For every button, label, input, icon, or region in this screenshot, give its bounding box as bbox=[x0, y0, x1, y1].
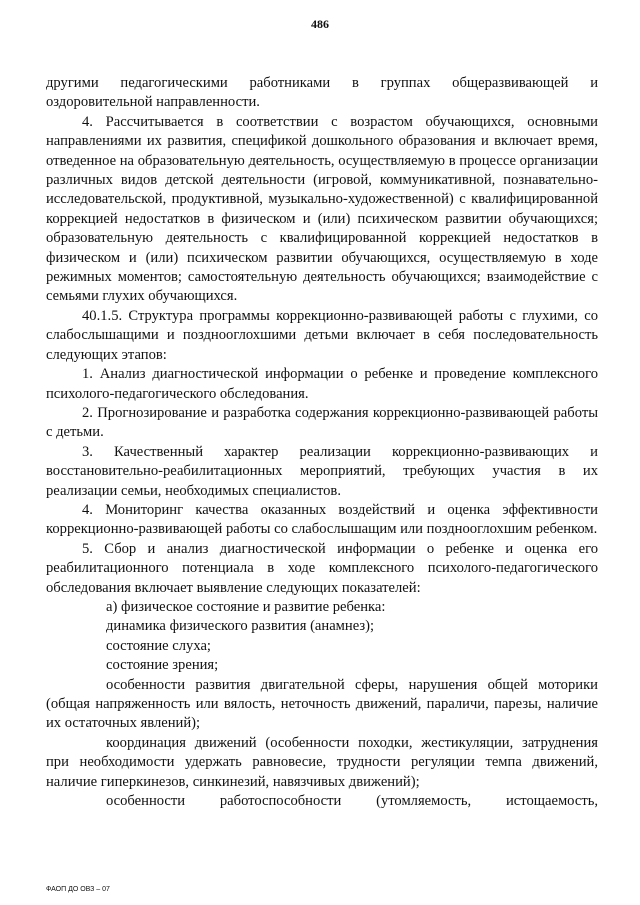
paragraph-stage-5: 5. Сбор и анализ диагностической информации о ребенке и оценка его реабилитационного потенциала в ходе комплексного психолого-педагогического обследования включает выявление следующих показателей: bbox=[46, 540, 598, 596]
list-item-coordination: координация движений (особенности походки, жестикуляции, затруднения при необходимости удержать равновесие, трудности регуляции темпа движений, наличие гиперкинезов, синкинезий, навязчивых движений); bbox=[46, 734, 598, 790]
list-item-vision: состояние зрения; bbox=[106, 657, 219, 674]
paragraph-continuation: другими педагогическими работниками в группах общеразвивающей и оздоровительной направленности. bbox=[46, 75, 598, 111]
body-text bbox=[46, 74, 598, 811]
list-item-physical-state: а) физическое состояние и развитие ребенка: bbox=[106, 598, 386, 615]
list-item-work-capacity: особенности работоспособности (утомляемость, истощаемость, bbox=[106, 793, 598, 810]
paragraph-stage-4: 4. Мониторинг качества оказанных воздействий и оценка эффективности коррекционно-развивающей работы со слабослышащим или позднооглохшим ребенком. bbox=[46, 501, 598, 538]
paragraph-stage-3: 3. Качественный характер реализации коррекционно-развивающих и восстановительно-реабилитационных мероприятий, требующих участия в их реализации семьи, необходимых специалистов. bbox=[46, 443, 598, 499]
list-item-hearing: состояние слуха; bbox=[106, 637, 211, 654]
list-item-physical-dynamics: динамика физического развития (анамнез); bbox=[106, 618, 375, 635]
paragraph-item-4: 4. Рассчитывается в соответствии с возрастом обучающихся, основными направлениями их развития, спецификой дошкольного образования и включает время, отведенное на образовательную деятельность, осуществляемую в процессе организации различных видов детской деятельности (игровой, коммуникативной, познавательно-исследовательской, продуктивной, музыкально-художественной) с квалифицированной коррекцией недостатков в физическом и (или) психическом развитии обучающихся; образовательную деятельность с квалифицированной коррекцией недостатков в физическом и (или) психическом развитии обучающихся, осуществляемую в ходе режимных моментов; самостоятельную деятельность обучающихся; взаимодействие с семьями глухих обучающихся. bbox=[46, 113, 598, 305]
list-item-motor-sphere: особенности развития двигательной сферы, нарушения общей моторики (общая напряженность или вялость, неточность движений, параличи, парезы, наличие их остаточных явлений); bbox=[46, 676, 598, 732]
page-number: 486 bbox=[311, 17, 329, 31]
paragraph-stage-1: 1. Анализ диагностической информации о ребенке и проведение комплексного психолого-педагогического обследования. bbox=[46, 366, 598, 402]
paragraph-stage-2: 2. Прогнозирование и разработка содержания коррекционно-развивающей работы с детьми. bbox=[46, 404, 598, 441]
footer-label: ФАОП ДО ОВЗ – 07 bbox=[46, 886, 110, 893]
paragraph-section-40-1-5: 40.1.5. Структура программы коррекционно-развивающей работы с глухими, со слабослышащими и позднооглохшими детьми включает в себя последовательность следующих этапов: bbox=[46, 307, 598, 363]
